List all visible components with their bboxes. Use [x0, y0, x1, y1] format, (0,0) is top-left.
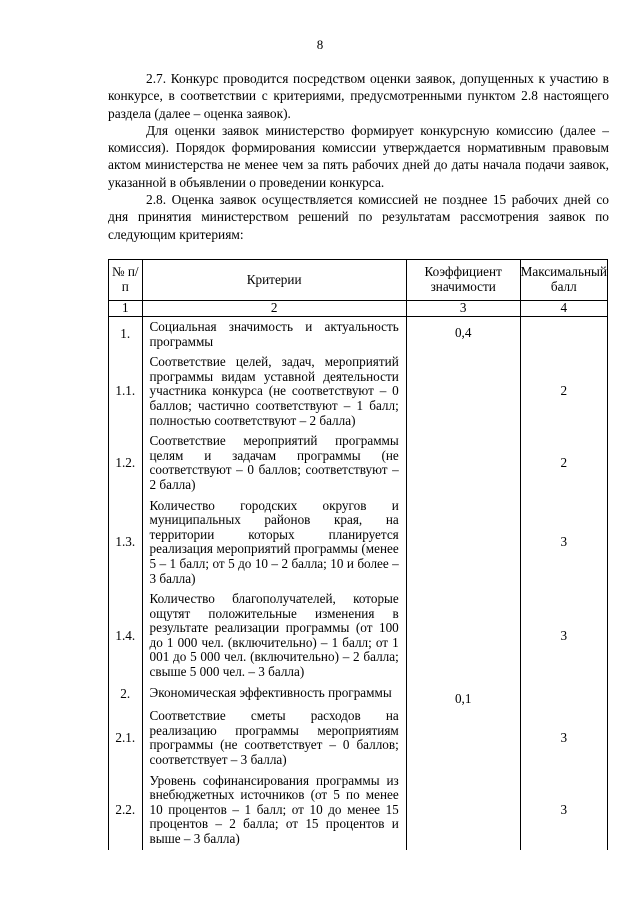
row-criterion: Экономическая эффективность программы [142, 683, 406, 707]
coefficient-value [407, 352, 520, 361]
row-coefficient [406, 771, 520, 850]
row-number: 1.1. [109, 352, 143, 431]
table-row [109, 771, 608, 850]
row-max-score: 3 [520, 496, 607, 590]
row-coefficient [406, 431, 520, 495]
page-number: 8 [316, 37, 324, 52]
criteria-table [108, 259, 608, 850]
coefficient-value [407, 431, 520, 440]
row-criterion: Уровень софинансирования программы из внебюджетных источников (от 5 по менее 10 процентов – 1 балл; от 10 до менее 15 процентов – 2 балла; от 15 процентов и выше – 3 балла) [142, 771, 406, 850]
header-criteria: Критерии [142, 260, 406, 301]
row-max-score: 3 [520, 771, 607, 850]
coefficient-value [407, 771, 520, 780]
table-row [109, 589, 608, 683]
row-coefficient [406, 589, 520, 683]
column-number: 4 [520, 301, 607, 317]
row-number: 1.3. [109, 496, 143, 590]
column-number: 1 [109, 301, 143, 317]
coefficient-value [407, 706, 520, 715]
row-criterion: Социальная значимость и актуальность программы [142, 317, 406, 353]
header-coefficient: Коэффициент значимости [406, 260, 520, 301]
row-criterion: Соответствие целей, задач, мероприятий программы видам уставной деятельности участника конкурса (не соответствуют – 0 баллов; частично соответствуют – 1 балл; полностью соответствуют – 2 балла) [142, 352, 406, 431]
coefficient-value [407, 589, 520, 598]
row-max-score: 3 [520, 706, 607, 770]
column-number-row [109, 301, 608, 317]
row-number: 1.2. [109, 431, 143, 495]
paragraph-2-8: 2.8. Оценка заявок осуществляется комиссией не позднее 15 рабочих дней со дня принятия министерством решений по результатам рассмотрения заявок по следующим критериям: [108, 192, 609, 242]
coefficient-value [407, 496, 520, 505]
row-max-score [520, 683, 607, 707]
table-row [109, 706, 608, 770]
row-coefficient [406, 352, 520, 431]
coefficient-value: 0,1 [454, 690, 472, 706]
coefficient-value: 0,4 [454, 325, 472, 340]
row-max-score [520, 317, 607, 353]
paragraph-commission: Для оценки заявок министерство формирует конкурсную комиссию (далее – комиссия). Порядок формирования комиссии утверждается нормативным правовым актом министерства не менее чем за пять рабочих дней до даты начала подачи заявок, указанной в объявлении о проведении конкурса. [108, 122, 609, 190]
table-row [109, 496, 608, 590]
row-coefficient [406, 706, 520, 770]
header-number: № п/п [109, 260, 143, 301]
row-number: 1.4. [109, 589, 143, 683]
row-number: 1. [109, 317, 143, 353]
body-text [108, 70, 609, 243]
row-criterion: Количество благополучателей, которые ощутят положительные изменения в результате реализации программы (от 100 до 1 000 чел. (включительно) – 1 балл; от 1 001 до 5 000 чел. (включительно) – 2 балла; свыше 5 000 чел. – 3 балла) [142, 589, 406, 683]
row-number: 2. [109, 683, 143, 707]
row-criterion: Соответствие сметы расходов на реализацию программы мероприятиям программы (не соответствует – 0 баллов; соответствует – 3 балла) [142, 706, 406, 770]
row-criterion: Соответствие мероприятий программы целям и задачам программы (не соответствуют – 0 баллов; соответствуют – 2 балла) [142, 431, 406, 495]
table-header-row [109, 260, 608, 301]
table-row [109, 317, 608, 353]
row-coefficient [406, 496, 520, 590]
table-row [109, 683, 608, 707]
row-max-score: 3 [520, 589, 607, 683]
row-coefficient [406, 317, 520, 353]
column-number: 2 [142, 301, 406, 317]
header-max-score: Максимальный балл [520, 260, 607, 301]
row-number: 2.2. [109, 771, 143, 850]
row-max-score: 2 [520, 352, 607, 431]
row-max-score: 2 [520, 431, 607, 495]
row-number: 2.1. [109, 706, 143, 770]
table-row [109, 431, 608, 495]
row-criterion: Количество городских округов и муниципальных районов края, на территории которых планируется реализация мероприятий программы (менее 5 – 1 балл; от 5 до 10 – 2 балла; 10 и более – 3 балла) [142, 496, 406, 590]
paragraph-2-7: 2.7. Конкурс проводится посредством оценки заявок, допущенных к участию в конкурсе, в соответствии с критериями, предусмотренными пунктом 2.8 настоящего раздела (далее – оценка заявок). [108, 71, 609, 121]
row-coefficient [406, 683, 520, 707]
table-row [109, 352, 608, 431]
column-number: 3 [406, 301, 520, 317]
